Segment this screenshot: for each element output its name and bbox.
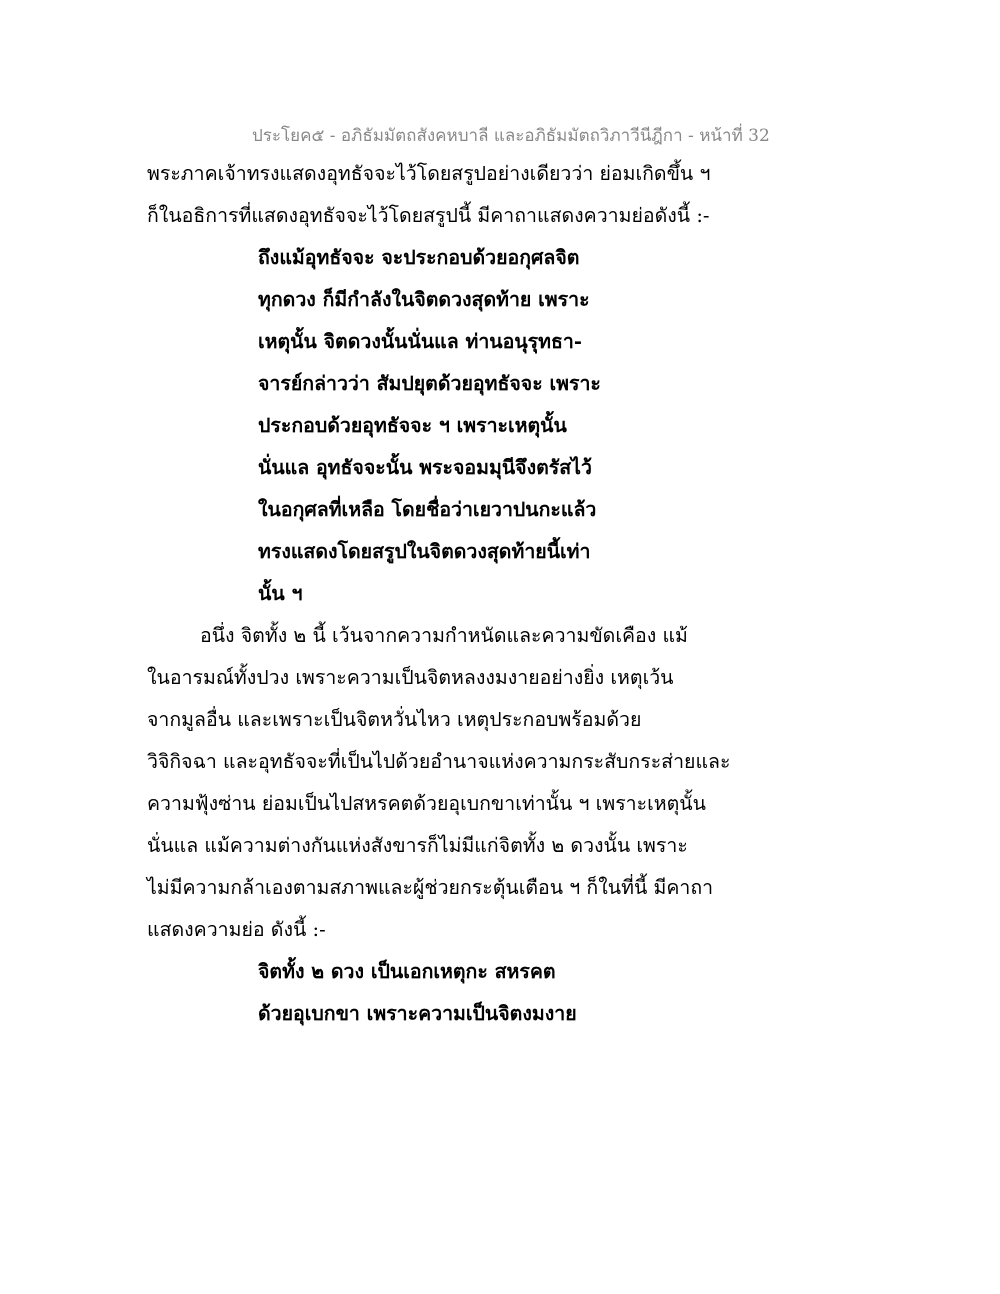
- paragraph-line: ก็ในอธิการที่แสดงอุทธัจจะไว้โดยสรูปนี้ มีคาถาแสดงความย่อดังนี้ :-: [147, 204, 710, 227]
- verse-line: ทรงแสดงโดยสรูปในจิตดวงสุดท้ายนี้เท่า: [258, 540, 591, 563]
- verse-line: ทุกดวง ก็มีกำลังในจิตดวงสุดท้าย เพราะ: [258, 288, 590, 311]
- paragraph-line: จากมูลอื่น และเพราะเป็นจิตหวั่นไหว เหตุประกอบพร้อมด้วย: [147, 708, 642, 731]
- verse-line: ด้วยอุเบกขา เพราะความเป็นจิตงมงาย: [258, 1002, 577, 1025]
- verse-line: เหตุนั้น จิตดวงนั้นนั่นแล ท่านอนุรุทธา-: [258, 330, 582, 353]
- paragraph-line: ไม่มีความกล้าเองตามสภาพและผู้ช่วยกระตุ้นเตือน ฯ ก็ในที่นี้ มีคาถา: [147, 876, 714, 899]
- verse-line: จารย์กล่าวว่า สัมปยุตด้วยอุทธัจจะ เพราะ: [258, 372, 601, 395]
- verse-line: ถึงแม้อุทธัจจะ จะประกอบด้วยอกุศลจิต: [258, 246, 580, 269]
- paragraph-line: อนึ่ง จิตทั้ง ๒ นี้ เว้นจากความกำหนัดและความขัดเคือง แม้: [200, 624, 688, 647]
- paragraph-line: ความฟุ้งซ่าน ย่อมเป็นไปสหรคตด้วยอุเบกขาเท่านั้น ฯ เพราะเหตุนั้น: [147, 792, 706, 815]
- paragraph-line: แสดงความย่อ ดังนี้ :-: [147, 918, 326, 941]
- paragraph-line: วิจิกิจฉา และอุทธัจจะที่เป็นไปด้วยอำนาจแห่งความกระสับกระส่ายและ: [147, 750, 731, 773]
- paragraph-line: ในอารมณ์ทั้งปวง เพราะความเป็นจิตหลงงมงายอย่างยิ่ง เหตุเว้น: [147, 666, 674, 689]
- verse-line: ประกอบด้วยอุทธัจจะ ฯ เพราะเหตุนั้น: [258, 414, 567, 437]
- verse-line: ในอกุศลที่เหลือ โดยชื่อว่าเยวาปนกะแล้ว: [258, 498, 597, 521]
- paragraph-line: นั่นแล แม้ความต่างกันแห่งสังขารก็ไม่มีแก่จิตทั้ง ๒ ดวงนั้น เพราะ: [147, 834, 688, 857]
- running-header: ประโยค๕ - อภิธัมมัตถสังคหบาลี และอภิธัมมัตถวิภาวีนีฎีกา - หน้าที่ 32: [252, 126, 770, 146]
- verse-line: นั่นแล อุทธัจจะนั้น พระจอมมุนีจึงตรัสไว้: [258, 456, 592, 479]
- verse-line: จิตทั้ง ๒ ดวง เป็นเอกเหตุกะ สหรคต: [258, 960, 556, 983]
- verse-line: นั้น ฯ: [258, 582, 303, 605]
- paragraph-line: พระภาคเจ้าทรงแสดงอุทธัจจะไว้โดยสรูปอย่างเดียวว่า ย่อมเกิดขึ้น ฯ: [147, 162, 711, 185]
